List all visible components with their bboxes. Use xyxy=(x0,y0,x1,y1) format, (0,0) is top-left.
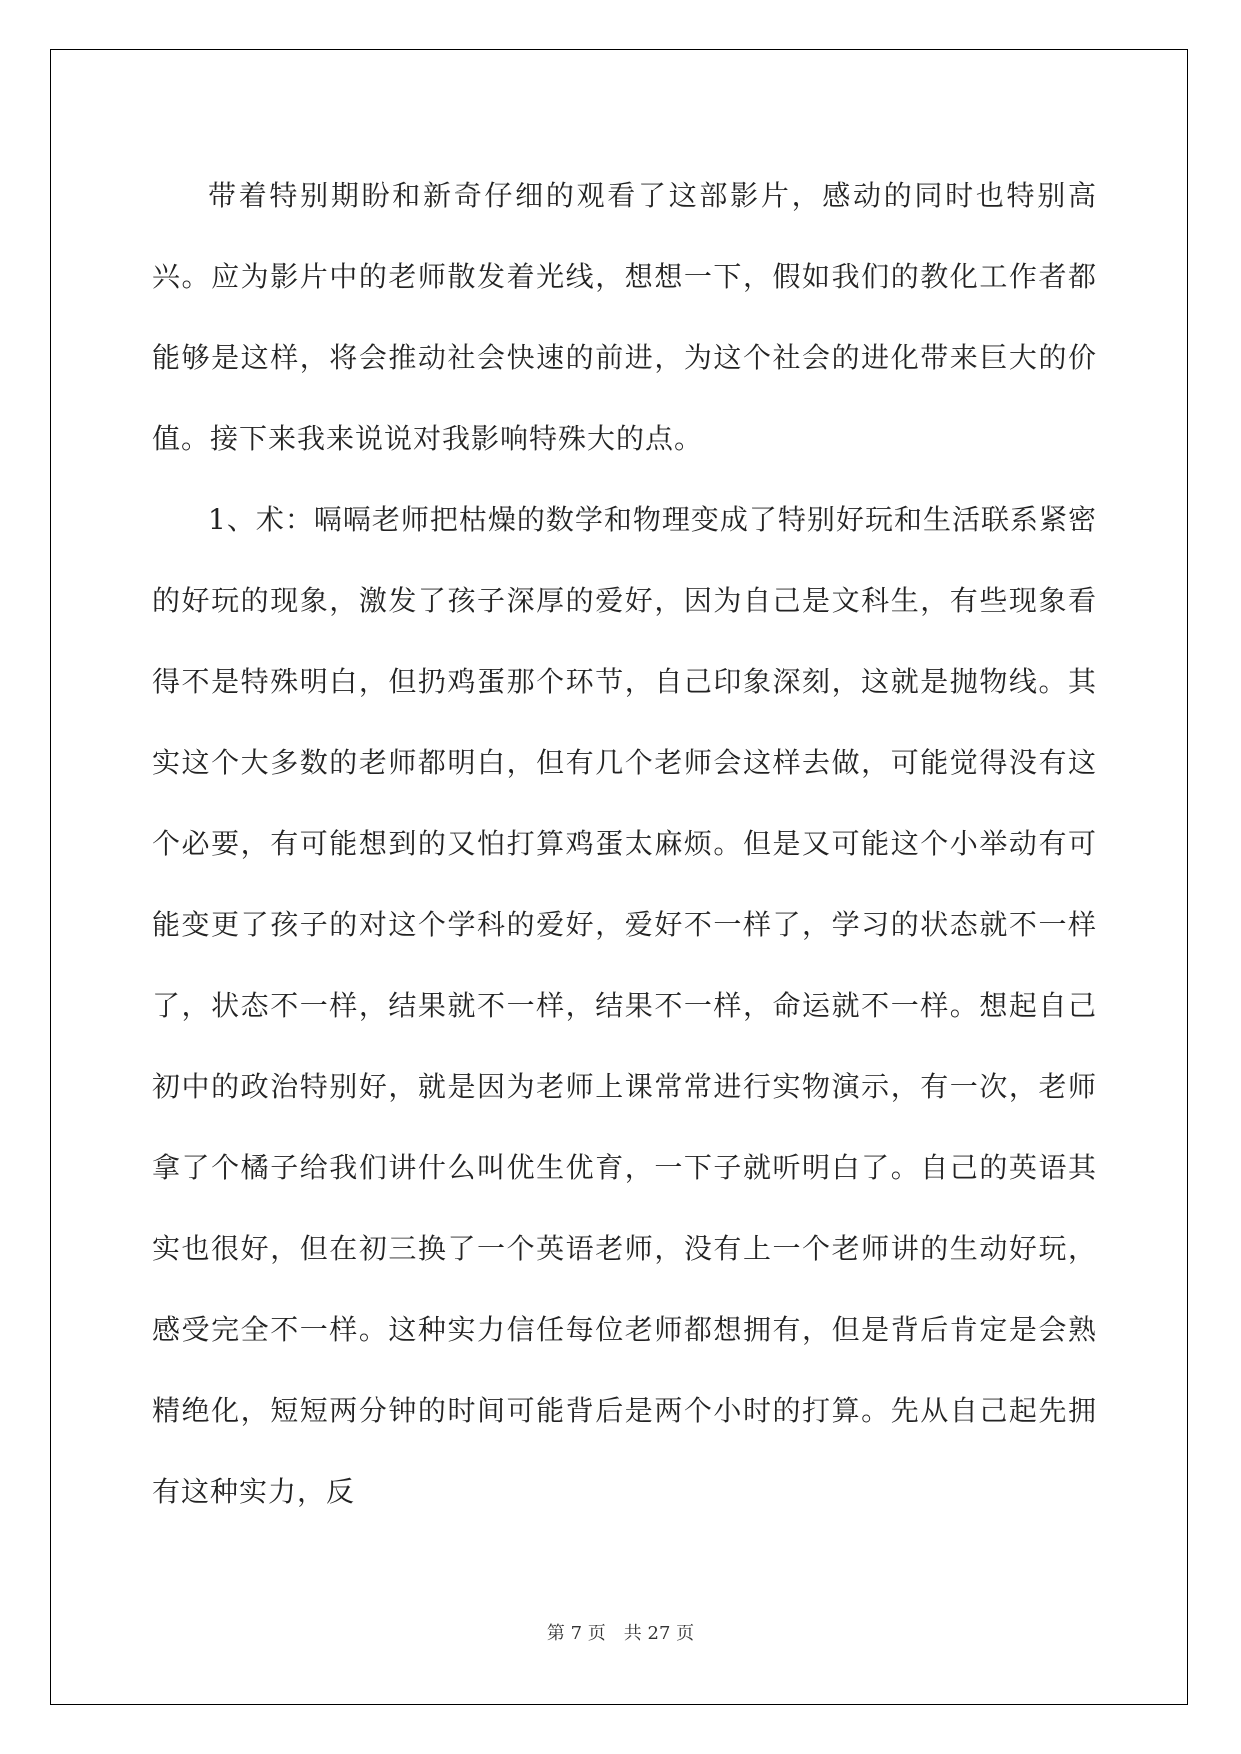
paragraph-point-1: 1、术：嗝嗝老师把枯燥的数学和物理变成了特别好玩和生活联系紧密的好玩的现象，激发了孩子深厚的爱好，因为自己是文科生，有些现象看得不是特殊明白，但扔鸡蛋那个环节，自己印象深刻，这就是抛物线。其实这个大多数的老师都明白，但有几个老师会这样去做，可能觉得没有这个必要，有可能想到的又怕打算鸡蛋太麻烦。但是又可能这个小举动有可能变更了孩子的对这个学科的爱好，爱好不一样了，学习的状态就不一样了，状态不一样，结果就不一样，结果不一样，命运就不一样。想起自己初中的政治特别好，就是因为老师上课常常进行实物演示，有一次，老师拿了个橘子给我们讲什么叫优生优育，一下子就听明白了。自己的英语其实也很好，但在初三换了一个英语老师，没有上一个老师讲的生动好玩，感受完全不一样。这种实力信任每位老师都想拥有，但是背后肯定是会熟精绝化，短短两分钟的时间可能背后是两个小时的打算。先从自己起先拥有这种实力，反 xyxy=(152,503,1097,1508)
paragraph-intro: 带着特别期盼和新奇仔细的观看了这部影片，感动的同时也特别高兴。应为影片中的老师散发着光线，想想一下，假如我们的教化工作者都能够是这样，将会推动社会快速的前进，为这个社会的进化带来巨大的价值。接下来我来说说对我影响特殊大的点。 xyxy=(152,179,1097,455)
page-number-footer: 第 7 页 共 27 页 xyxy=(546,1623,695,1644)
document-body xyxy=(152,155,1097,1532)
